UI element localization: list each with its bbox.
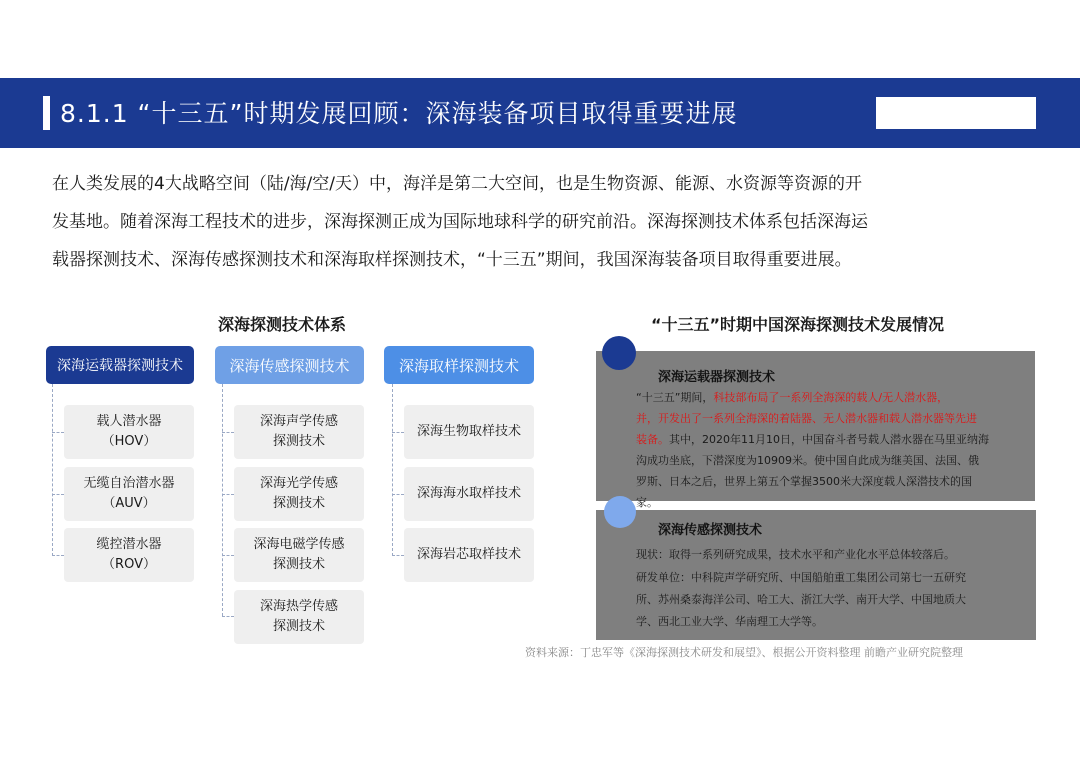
item-label: 深海电磁学传感	[253, 537, 345, 552]
connector-line	[392, 432, 404, 433]
item-label: 深海光学传感	[259, 476, 338, 491]
item-label: 缆控潜水器	[96, 537, 162, 552]
page-title: 8.1.1 “十三五”时期发展回顾：深海装备项目取得重要进展	[60, 99, 738, 128]
intro-line: 在人类发展的4大战略空间（陆/海/空/天）中，海洋是第二大空间，也是生物资源、能源、水资源等资源的开	[52, 174, 862, 194]
sampling-item	[404, 467, 534, 521]
connector-line	[52, 432, 64, 433]
intro-line: 发基地。随着深海工程技术的进步，深海探测正成为国际地球科学的研究前沿。深海探测技术体系包括深海运	[52, 212, 868, 232]
item-label: 探测技术	[272, 434, 325, 449]
source-note: 资料来源：丁忠军等《深海探测技术研发和展望》、根据公开资料整理 前瞻产业研究院整理	[525, 646, 963, 659]
connector-line	[52, 494, 64, 495]
system-title: 深海探测技术体系	[218, 315, 347, 334]
item-label: 探测技术	[272, 619, 325, 634]
sensing-item	[234, 590, 364, 644]
panel-text: 现状：取得一系列研究成果，技术水平和产业化水平总体较落后。	[636, 548, 955, 561]
connector-line	[222, 432, 234, 433]
category-sensing: 深海传感探测技术	[215, 346, 364, 384]
intro-paragraph	[52, 165, 1037, 279]
connector-line	[52, 555, 64, 556]
sampling-item	[404, 405, 534, 459]
sensing-item	[234, 528, 364, 582]
panel-text: 研发单位：中科院声学研究所、中国船舶重工集团公司第七一五研究	[636, 571, 966, 584]
category-vehicle: 深海运载器探测技术	[46, 346, 194, 384]
item-label: （HOV）	[101, 434, 157, 449]
item-label: 深海热学传感	[259, 599, 338, 614]
sensing-item	[234, 467, 364, 521]
item-label: 载人潜水器	[96, 414, 162, 429]
panel-text-highlight: 科技部布局了一系列全海深的载人/无人潜水器，	[713, 391, 949, 404]
item-label: 无缆自治潜水器	[83, 476, 175, 491]
connector-line	[222, 494, 234, 495]
vehicle-item	[64, 467, 194, 521]
panel-text-segment: “十三五”期间，	[636, 391, 714, 404]
panel-text: 家。	[636, 496, 658, 509]
connector-line	[222, 555, 234, 556]
item-label: 深海岩芯取样技术	[416, 547, 521, 562]
item-label: 探测技术	[272, 496, 325, 511]
connector-line	[392, 494, 404, 495]
item-label: 深海海水取样技术	[416, 486, 521, 501]
intro-line: 载器探测技术、深海传感探测技术和深海取样探测技术，“十三五”期间，我国深海装备项目取得重要进展。	[52, 250, 852, 270]
panel-circle-marker	[604, 496, 636, 528]
panel-text	[636, 388, 948, 409]
connector-line	[222, 384, 223, 616]
header-logo-box	[876, 97, 1036, 129]
sampling-item	[404, 528, 534, 582]
panel-circle-marker	[602, 336, 636, 370]
panel-text-highlight: 装备。	[636, 433, 669, 446]
connector-line	[52, 384, 53, 556]
item-label: （AUV）	[102, 496, 156, 511]
item-label: 深海生物取样技术	[416, 424, 521, 439]
development-title: “十三五”时期中国深海探测技术发展情况	[651, 315, 945, 334]
panel-title: 深海运载器探测技术	[658, 370, 776, 385]
panel-text: 所、苏州桑泰海洋公司、哈工大、浙江大学、南开大学、中国地质大	[636, 593, 966, 606]
item-label: （ROV）	[102, 557, 156, 572]
panel-title: 深海传感探测技术	[658, 523, 763, 538]
connector-line	[222, 616, 234, 617]
header-accent-bar	[43, 96, 50, 130]
vehicle-item	[64, 405, 194, 459]
connector-line	[392, 384, 393, 556]
panel-text: 学、西北工业大学、华南理工大学等。	[636, 615, 823, 628]
panel-text-highlight: 并，开发出了一系列全海深的着陆器、无人潜水器和载人潜水器等先进	[636, 412, 977, 425]
panel-text: 罗斯、日本之后，世界上第五个掌握3500米大深度载人深潜技术的国	[636, 475, 972, 488]
item-label: 探测技术	[272, 557, 325, 572]
panel-text: 沟成功坐底，下潜深度为10909米。使中国自此成为继美国、法国、俄	[636, 454, 979, 467]
vehicle-item	[64, 528, 194, 582]
connector-line	[392, 555, 404, 556]
panel-text-segment: 其中，2020年11月10日，中国奋斗者号载人潜水器在马里亚纳海	[669, 433, 989, 446]
sensing-item	[234, 405, 364, 459]
item-label: 深海声学传感	[259, 414, 338, 429]
panel-text	[636, 430, 989, 451]
category-sampling: 深海取样探测技术	[384, 346, 534, 384]
